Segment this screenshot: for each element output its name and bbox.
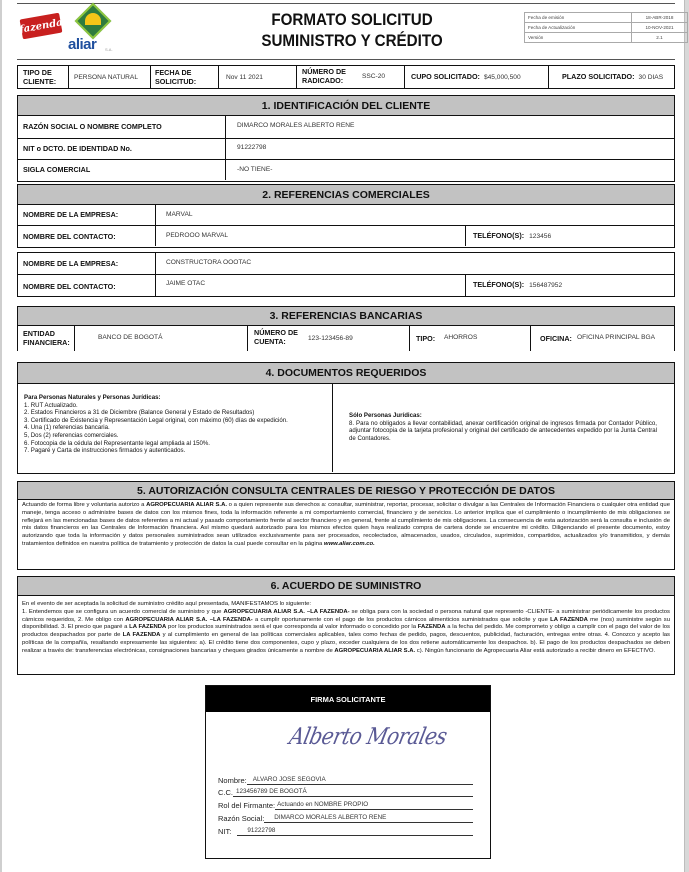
- bold-span: AGROPECUARIA ALIAR S.A. –LA FAZENDA-: [223, 608, 350, 615]
- section-5-header: 5. AUTORIZACIÓN CONSULTA CENTRALES DE RIESGO Y PROTECCIÓN DE DATOS: [17, 481, 675, 500]
- nombre-value[interactable]: ALVARO JOSE SEGOVIA: [247, 775, 473, 785]
- docs-right-heading: Sólo Personas Jurídicas:: [349, 412, 422, 419]
- bold-span: FAZENDA: [417, 624, 446, 631]
- section-1-table: [17, 116, 675, 182]
- meta-row: [525, 23, 688, 33]
- agreement-intro: En el evento de ser aceptada la solicitud de suministro crédito aquí presentada, MANIFESTAMOS lo siguiente:: [22, 601, 312, 607]
- contacto-value[interactable]: PEDROOO MARVAL: [166, 232, 229, 239]
- summary-row: [17, 65, 675, 89]
- title-line-1: FORMATO SOLICITUD: [271, 11, 433, 29]
- cuenta-label: NÚMERO DE CUENTA:: [254, 328, 298, 346]
- divider: [530, 326, 531, 351]
- nombre-label: Nombre:: [218, 776, 247, 785]
- rol-line: [218, 800, 473, 810]
- divider: [218, 66, 219, 88]
- meta-label: Fecha de Actualización: [525, 23, 632, 33]
- aliar-sun-icon: [85, 13, 101, 25]
- cuenta-value[interactable]: 123-123456-89: [308, 335, 353, 342]
- website-link[interactable]: www.aliar.com.co.: [323, 540, 375, 547]
- empresa-value[interactable]: MARVAL: [166, 211, 193, 218]
- fazenda-logo: [20, 13, 63, 40]
- doc-item: 1. RUT Actualizado.: [24, 401, 78, 409]
- doc-item: 5, Dos (2) referencias comerciales.: [24, 431, 119, 439]
- section-6-header: 6. ACUERDO DE SUMINISTRO: [17, 576, 675, 596]
- telefono-label: TELÉFONO(S):: [473, 280, 525, 289]
- divider: [409, 326, 410, 351]
- section-2-header: 2. REFERENCIAS COMERCIALES: [17, 184, 675, 205]
- tipo-value[interactable]: AHORROS: [444, 334, 478, 341]
- text-span: me (nos) suministre según su disponibilidad. 3. El precio que pagaré a: [22, 616, 670, 631]
- oficina-label: OFICINA:: [540, 334, 572, 343]
- razon-social-line: [218, 813, 473, 823]
- cupo-field: [411, 73, 521, 82]
- divider: [150, 66, 151, 88]
- documents-juridical-only: [349, 412, 657, 442]
- divider: [225, 116, 226, 180]
- text-span: c). Ningún funcionario de Agropecuaria Aliar está autorizado a recibir dinero en EFECTIVO.: [415, 647, 656, 654]
- header-top-rule: [17, 3, 675, 4]
- title-line-2: SUMINISTRO Y CRÉDITO: [261, 32, 443, 50]
- fecha-solicitud-value[interactable]: Nov 11 2021: [226, 74, 263, 81]
- divider: [68, 66, 69, 88]
- cc-line: [218, 787, 473, 797]
- applicant-signature: Alberto Morales: [287, 722, 450, 750]
- divider: [74, 326, 75, 351]
- text-span: y al cumplimiento en general de las políticas comerciales aplicables, tales como fechas de pedido, pagos, descuentos, publicidad, facturación, entregas entre otras. 4. Conozco y acepto las políticas de la compañía, resaltando expresamente las siguientes: a). El crédito tiene dos componentes, cupo y plazo, exceder cualquiera de los dos retiene automáticamente los despachos. b). El pago de los productos despachados se deben realizar a través de: transferencias electrónicas, consignaciones bancarias y cheques girados únicamente a nombre de: [22, 632, 670, 654]
- divider: [247, 326, 248, 351]
- entidad-label: ENTIDAD FINANCIERA:: [23, 329, 70, 347]
- commercial-ref-2: [17, 252, 675, 297]
- divider: [465, 274, 466, 296]
- plazo-value[interactable]: 30 DIAS: [638, 74, 664, 81]
- text-span: a la fecha del pedido. Me comprometo y obligo a cumplir con el pago del valor de los productos despachados por parte de: [22, 624, 670, 639]
- meta-row: [525, 13, 688, 23]
- fazenda-logo-text: fazenda: [18, 16, 64, 36]
- section-5-body: [17, 500, 675, 570]
- entidad-value[interactable]: BANCO DE BOGOTÁ: [98, 334, 163, 341]
- contacto-label: NOMBRE DEL CONTACTO:: [23, 282, 116, 291]
- rol-value[interactable]: Actuando en NOMBRE PROPIO: [275, 800, 473, 810]
- sigla-value[interactable]: -NO TIENE-: [237, 166, 273, 173]
- divider: [465, 225, 466, 246]
- telefono-value[interactable]: 123456: [529, 233, 552, 240]
- meta-value: 2.1: [632, 33, 688, 43]
- plazo-field: [562, 73, 663, 82]
- divider: [404, 66, 405, 88]
- meta-label: Versión: [525, 33, 632, 43]
- signature-box: [205, 685, 491, 859]
- divider: [548, 66, 549, 88]
- doc-item: 4. Una (1) referencias bancaria.: [24, 424, 110, 432]
- oficina-value[interactable]: OFICINA PRINCIPAL BGA: [577, 334, 656, 341]
- text-span: se obliga para con la sociedad o persona natural que represento -CLIENTE- a suministrar periódicamente los productos cárnicos requeridos, 2. Me obligo con: [22, 608, 671, 623]
- section-1-header: 1. IDENTIFICACIÓN DEL CLIENTE: [17, 95, 675, 116]
- empresa-value[interactable]: CONSTRUCTORA OOOTAC: [166, 259, 252, 266]
- header-bottom-rule: [17, 59, 675, 60]
- nit-firma-label: NIT:: [218, 827, 232, 836]
- agreement-text: [22, 609, 670, 656]
- text-span: o a quien represente sus derechos a: consultar, suministrar, reportar, procesar, solicitar o divulgar a las Centrales de Información Financiera o cualquier otra entidad que maneje, tenga acceso o administre bases de datos con los mismos fines, toda la información referente a mi comportamiento comercial, financiero y de servicios. Lo anterior implica que el cumplimiento o incumplimiento de mis obligaciones se reflejará en las mencionadas bases de datos referentes a mi actual y pasado comportamiento frente al sector financiero y en general, frente al cumplimiento de mis obligaciones. La consecuencia de esta autorización será la consulta e inclusión de mis datos financieros en las Centrales de Información financiera. Así mismo quedará autorizado para los mismos efectos quien haya realizado compra de cartera donde se encuentre mi crédito. Diligenciando el presente documento, estoy autorizando que toda la información y datos personales suministrados sean utilizados exclusivamente para ser procesados, recolectados, almacenados, usados, circulados, suprimidos, compartidos, actualizados y/o transmitidos, y demás tratamientos definidos en nuestra política de tratamiento y protección de datos la cual puede consultar en la página: [22, 502, 670, 547]
- document-meta-table: [524, 12, 688, 43]
- nit-line: [218, 826, 473, 836]
- telefono-field: [473, 232, 551, 241]
- viewer-left-edge: [0, 0, 2, 872]
- meta-row: [525, 33, 688, 43]
- tipo-cliente-value[interactable]: PERSONA NATURAL: [74, 74, 138, 81]
- nit-firma-value[interactable]: 91222798: [237, 826, 473, 836]
- aliar-logo-suffix: S.A.: [105, 47, 113, 52]
- bold-span: AGROPECUARIA ALIAR S.A. –LA FAZENDA-: [125, 616, 253, 623]
- section-4-header: 4. DOCUMENTOS REQUERIDOS: [17, 362, 675, 384]
- meta-value: 18-ABR-2018: [632, 13, 688, 23]
- doc-item: 7. Pagaré y Carta de instrucciones firmados y autenticados.: [24, 447, 186, 455]
- vertical-scrollbar[interactable]: [684, 0, 689, 872]
- section-6-body: [17, 596, 675, 675]
- meta-label: Fecha de emisión: [525, 13, 632, 23]
- divider: [18, 159, 674, 160]
- doc-item: 8. Para no obligados a llevar contabilidad, anexar certificación original de ingresos firmada por Contador Público, adjuntar fotocopia de la tarjeta profesional y original del certificado de antecedentes expedido por la Junta Central de Contadores.: [349, 419, 657, 442]
- text-span: 1. Entendemos que se configura un acuerdo comercial de suministro y que: [22, 608, 224, 615]
- radicado-value[interactable]: SSC-20: [362, 73, 386, 80]
- signature-box-title: FIRMA SOLICITANTE: [206, 686, 490, 712]
- plazo-label: PLAZO SOLICITADO:: [562, 72, 635, 81]
- company-name: AGROPECUARIA ALIAR S.A.: [146, 502, 227, 508]
- divider: [18, 274, 674, 275]
- razon-social-firma-value[interactable]: DIMARCO MORALES ALBERTO RENE: [264, 813, 473, 823]
- contacto-label: NOMBRE DEL CONTACTO:: [23, 232, 116, 241]
- telefono-value[interactable]: 156487952: [529, 282, 563, 289]
- divider: [18, 225, 674, 226]
- divider: [332, 384, 333, 472]
- document-title: [219, 10, 486, 52]
- cupo-value[interactable]: $45,000,500: [483, 74, 521, 81]
- aliar-logo-text: aliar: [68, 36, 97, 53]
- documents-natural-juridical: [24, 394, 329, 455]
- meta-value: 10-NOV-2021: [632, 23, 688, 33]
- razon-social-label: RAZÓN SOCIAL O NOMBRE COMPLETO: [23, 122, 162, 131]
- nombre-line: [218, 775, 473, 785]
- telefono-label: TELÉFONO(S):: [473, 231, 525, 240]
- commercial-ref-1: [17, 205, 675, 248]
- authorization-text: [22, 502, 670, 549]
- nit-value[interactable]: 91222798: [237, 144, 267, 151]
- text-span: por los productos suministrados será el que corresponda al valor informado o concedido por la: [166, 624, 418, 631]
- contacto-value[interactable]: JAIME OTAC: [166, 280, 206, 287]
- razon-social-value[interactable]: DIMARCO MORALES ALBERTO RENE: [237, 122, 355, 129]
- empresa-label: NOMBRE DE LA EMPRESA:: [23, 210, 119, 219]
- cc-value[interactable]: 123456789 DE BOGOTÁ: [233, 787, 473, 797]
- divider: [296, 66, 297, 88]
- bold-span: LA FAZENDA: [550, 616, 588, 623]
- bold-span: AGROPECUARIA ALIAR S.A.: [334, 647, 416, 654]
- fecha-solicitud-label: FECHA DE SOLICITUD:: [155, 68, 197, 86]
- empresa-label: NOMBRE DE LA EMPRESA:: [23, 259, 119, 268]
- tipo-label: TIPO:: [416, 334, 436, 343]
- doc-item: 6. Fotocopia de la cédula del Representante legal ampliada al 150%.: [24, 439, 210, 447]
- telefono-field: [473, 281, 562, 290]
- docs-left-heading: Para Personas Naturales y Personas Jurídicas:: [24, 394, 161, 401]
- cc-label: C.C.: [218, 788, 233, 797]
- section-3-header: 3. REFERENCIAS BANCARIAS: [17, 306, 675, 326]
- doc-item: 3. Certificado de Existencia y Representación Legal original, con máximo (60) días de expedición.: [24, 416, 288, 424]
- text-span: a cumplir oportunamente con el pago de los productos cárnicos alimenticios suministrados que solicite y que: [252, 616, 551, 623]
- cupo-label: CUPO SOLICITADO:: [411, 72, 480, 81]
- sigla-label: SIGLA COMERCIAL: [23, 165, 91, 174]
- divider: [18, 138, 674, 139]
- bold-span: LA FAZENDA: [129, 624, 167, 631]
- section-4-body: [17, 384, 675, 474]
- tipo-cliente-label: TIPO DE CLIENTE:: [23, 68, 57, 86]
- bank-ref-row: [17, 326, 675, 351]
- razon-social-firma-label: Razón Social:: [218, 814, 265, 823]
- nit-label: NIT o DCTO. DE IDENTIDAD No.: [23, 144, 132, 153]
- bold-span: LA FAZENDA: [122, 632, 161, 639]
- doc-item: 2. Estados Financieros a 31 de Diciembre (Balance General y Estado de Resultados): [24, 409, 255, 417]
- text-span: Actuando de forma libre y voluntaria autorizo a: [22, 502, 147, 508]
- radicado-label: NÚMERO DE RADICADO:: [302, 67, 346, 85]
- rol-label: Rol del Firmante:: [218, 801, 276, 810]
